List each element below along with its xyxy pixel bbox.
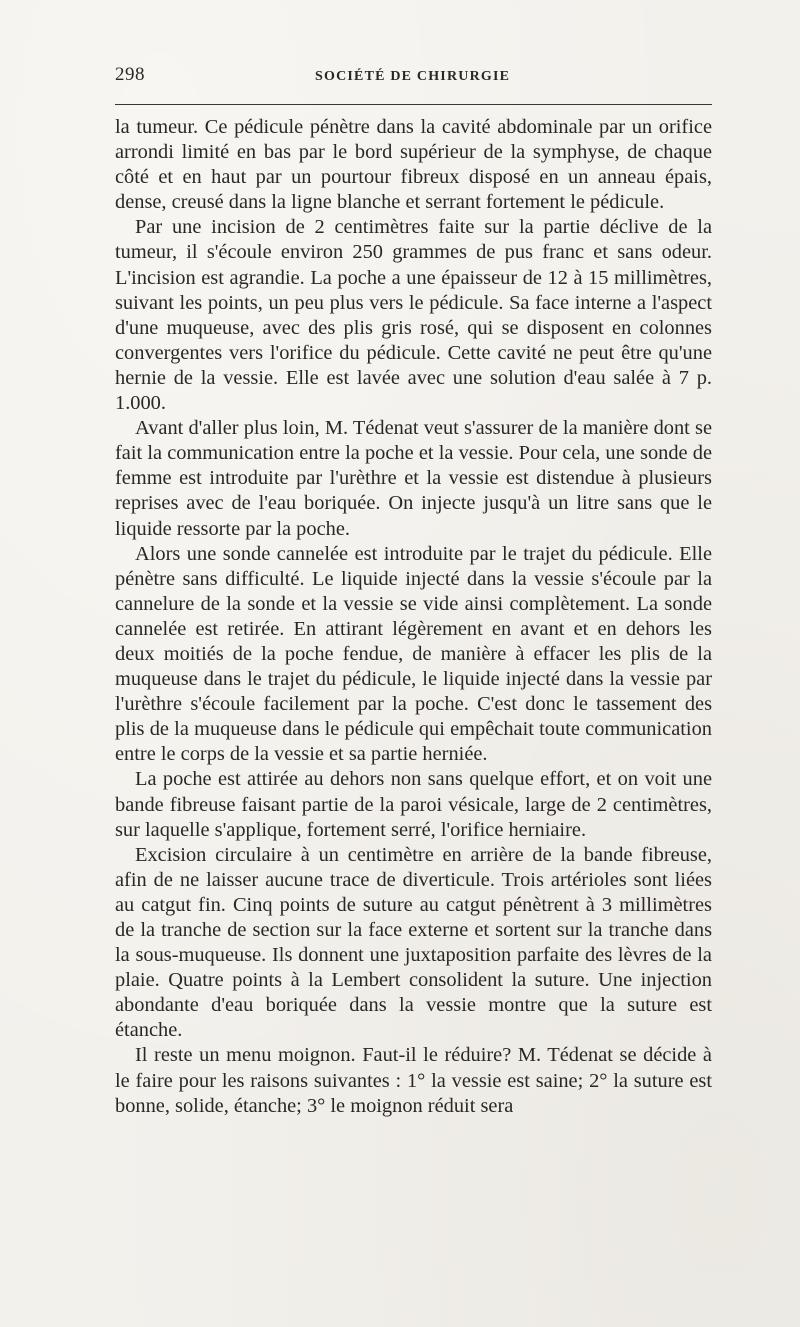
header-rule bbox=[115, 104, 712, 105]
paragraph-4: Alors une sonde cannelée est introduite par le trajet du pédicule. Elle pénètre sans difficulté. Le liquide injecté dans la vessie s'écoule par la cannelure de la sonde et la vessie se vide ainsi complètement. La sonde cannelée est retirée. En attirant légèrement en avant et en dehors les deux moitiés de la poche fendue, de manière à effacer les plis de la muqueuse dans le trajet du pédicule, le liquide injecté dans la vessie par l'urèthre s'écoule facilement par la poche. C'est donc le tassement des plis de la muqueuse dans le pédicule qui empêchait toute communication entre le corps de la vessie et sa partie herniée. bbox=[115, 542, 712, 766]
paragraph-2: Par une incision de 2 centimètres faite sur la partie déclive de la tumeur, il s'écoule environ 250 grammes de pus franc et sans odeur. L'incision est agrandie. La poche a une épaisseur de 12 à 15 millimètres, suivant les points, un peu plus vers le pédicule. Sa face interne a l'aspect d'une muqueuse, avec des plis gris rosé, qui se disposent en colonnes convergentes vers l'orifice du pédicule. Cette cavité ne peut être qu'une hernie de la vessie. Elle est lavée avec une solution d'eau salée à 7 p. 1.000. bbox=[115, 216, 712, 415]
running-head: SOCIÉTÉ DE CHIRURGIE bbox=[315, 69, 511, 84]
page-number: 298 bbox=[115, 64, 145, 85]
paragraph-7: Il reste un menu moignon. Faut-il le réduire? M. Tédenat se décide à le faire pour les raisons suivantes : 1° la vessie est saine; 2° la suture est bonne, solide, étanche; 3° le moignon réduit sera bbox=[115, 1044, 712, 1117]
paragraph-6: Excision circulaire à un centimètre en arrière de la bande fibreuse, afin de ne laisser aucune trace de diverticule. Trois artérioles sont liées au catgut fin. Cinq points de suture au catgut pénètrent à 3 millimètres de la tranche de section sur la face externe et sortent sur la tranche dans la sous-muqueuse. Ils donnent une juxtaposition parfaite des lèvres de la plaie. Quatre points à la Lembert consolident la suture. Une injection abondante d'eau boriquée dans la vessie montre que la suture est étanche. bbox=[115, 843, 712, 1042]
page-header bbox=[115, 64, 712, 94]
body-text bbox=[115, 115, 712, 1119]
paragraph-1: la tumeur. Ce pédicule pénètre dans la cavité abdominale par un orifice arrondi limité en bas par le bord supérieur de la symphyse, de chaque côté et en haut par un pourtour fibreux disposé en un anneau épais, dense, creusé dans la ligne blanche et serrant fortement le pédicule. bbox=[115, 116, 712, 214]
paragraph-3: Avant d'aller plus loin, M. Tédenat veut s'assurer de la manière dont se fait la communication entre la poche et la vessie. Pour cela, une sonde de femme est introduite par l'urèthre et la vessie est distendue à plusieurs reprises avec de l'eau boriquée. On injecte jusqu'à un litre sans que le liquide ressorte par la poche. bbox=[115, 417, 712, 540]
paragraph-5: La poche est attirée au dehors non sans quelque effort, et on voit une bande fibreuse faisant partie de la paroi vésicale, large de 2 centimètres, sur laquelle s'applique, fortement serré, l'orifice herniaire. bbox=[115, 768, 712, 841]
